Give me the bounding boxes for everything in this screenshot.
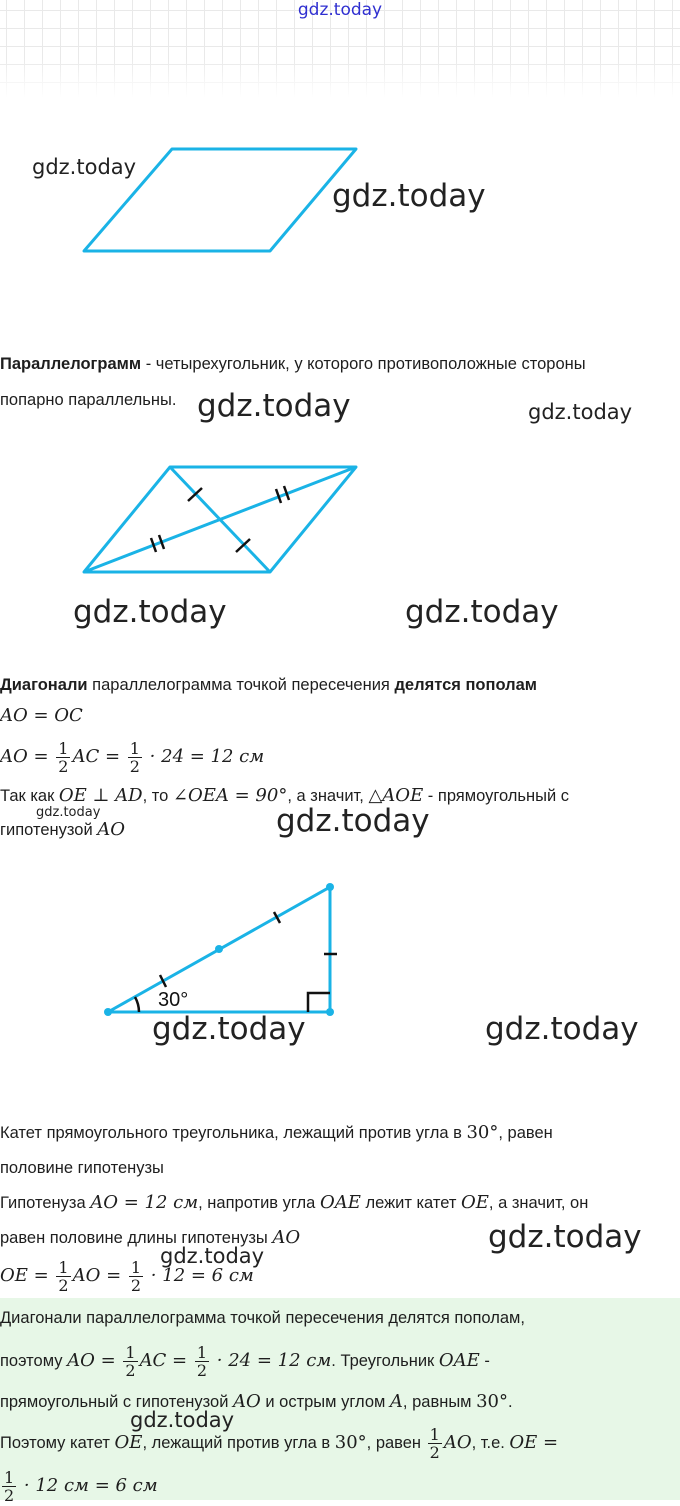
point-o-top <box>326 883 334 891</box>
theorem-line-1: Катет прямоугольного треугольника, лежащий против угла в 30°, равен <box>0 1122 553 1143</box>
definition-line-1: Параллелограмм - четырехугольник, у которого противоположные стороны <box>0 355 586 373</box>
point-e <box>326 1008 334 1016</box>
answer-line-3: прямоугольный с гипотенузой AO и острым углом A, равным 30°. <box>0 1391 513 1412</box>
watermark: gdz.today <box>485 1011 639 1047</box>
reasoning-line-1: Так как OE ⊥ AD, то ∠OEA = 90°, а значит, △AOE - прямоугольный с <box>0 785 570 806</box>
hypotenuse-line-2: равен половине длины гипотенузы AO <box>0 1227 301 1248</box>
watermark: gdz.today <box>130 1408 235 1432</box>
property-line: Диагонали параллелограмма точкой пересечения делятся пополам <box>0 676 538 694</box>
theorem-line-2: половине гипотенузы <box>0 1159 164 1177</box>
watermark: gdz.today <box>405 594 559 630</box>
definition-line-2: попарно параллельны. <box>0 391 177 409</box>
diagonal-bd <box>170 467 270 572</box>
watermark: gdz.today <box>160 1244 265 1268</box>
equation-1: AO = OC <box>0 705 83 726</box>
watermark: gdz.today <box>276 803 430 839</box>
answer-line-4: Поэтому катет OE, лежащий против угла в 30°, равен $\frac{1}{2}$ AO, т.е. OE = <box>0 1425 559 1463</box>
watermark: gdz.today <box>36 805 101 820</box>
point-a <box>104 1008 112 1016</box>
parallelogram-diagonals-figure <box>0 455 680 585</box>
point-midpoint <box>215 945 223 953</box>
top-watermark: gdz.today <box>297 0 383 20</box>
reasoning-line-2: гипотенузой AO <box>0 819 126 840</box>
angle-label: 30° <box>158 989 189 1011</box>
equation-2: AO = $\frac{1}{2}$ AC = $\frac{1}{2}$ · 24 = 12 см <box>0 739 265 777</box>
watermark: gdz.today <box>488 1219 642 1255</box>
watermark: gdz.today <box>528 400 633 424</box>
watermark: gdz.today <box>197 388 351 424</box>
hypotenuse-line-1: Гипотенуза AO = 12 см, напротив угла OAE лежит катет OE, а значит, он <box>0 1192 589 1213</box>
angle-arc <box>135 997 139 1012</box>
watermark: gdz.today <box>152 1011 306 1047</box>
right-triangle-figure <box>0 870 680 1030</box>
watermark: gdz.today <box>32 155 137 179</box>
watermark: gdz.today <box>332 178 486 214</box>
right-angle-mark <box>308 993 330 1012</box>
answer-line-2: поэтому AO = $\frac{1}{2}$ AC = $\frac{1}{2}$ · 24 = 12 см. Треугольник OAE - <box>0 1343 490 1381</box>
result-equation: OE = $\frac{1}{2}$ AO = $\frac{1}{2}$ · 12 = 6 см <box>0 1258 254 1296</box>
watermark: gdz.today <box>73 594 227 630</box>
answer-line-5: $\frac{1}{2}$ · 12 см = 6 см <box>4 1468 158 1506</box>
answer-line-1: Диагонали параллелограмма точкой пересечения делятся пополам, <box>0 1309 525 1327</box>
